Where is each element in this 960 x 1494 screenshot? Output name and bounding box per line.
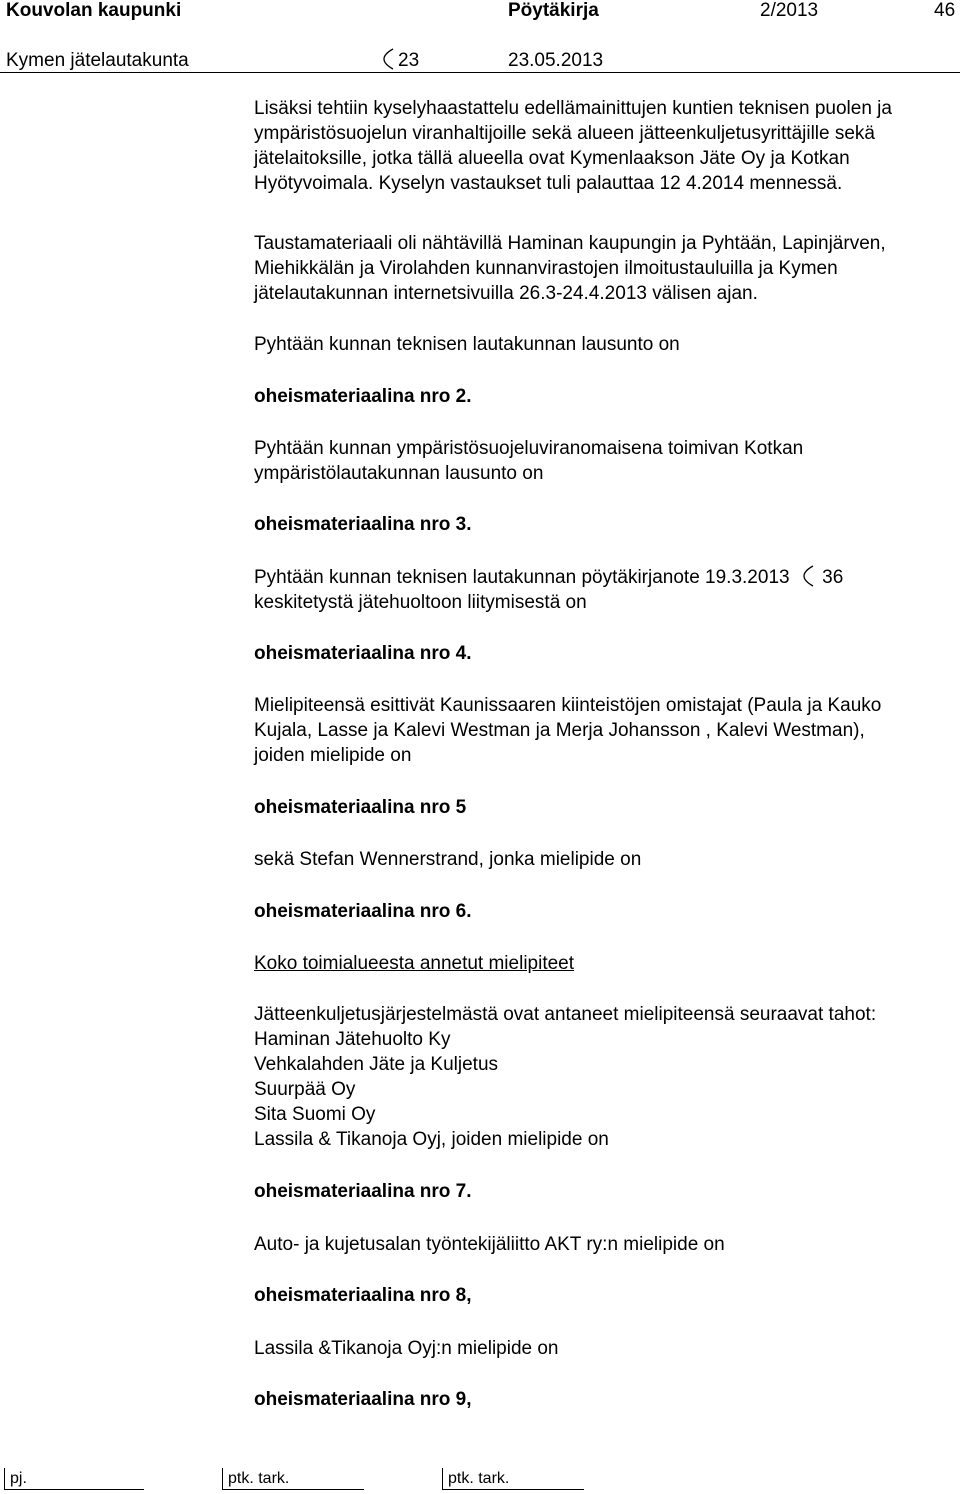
header-org: Kouvolan kaupunki [6,0,182,21]
header-rule [0,72,960,73]
paragraph-pyhtaa-statement: Pyhtään kunnan teknisen lautakunnan lausunto on [254,334,680,355]
section-mark-icon [381,48,395,70]
paragraph-transport-opinions: Jätteenkuljetusjärjestelmästä ovat antaneet mielipiteensä seuraavat tahot: Haminan Jätehuolto Ky Vehkalahden Jäte ja Kuljetus Suurpää Oy Sita Suomi Oy Lassila & Tikanoja Oyj, joiden mielipide on [254,1004,877,1150]
footer-chair-label: pj. [10,1470,27,1487]
paragraph-kotka-statement: Pyhtään kunnan ympäristösuojeluviranomaisena toimivan Kotkan ympäristölautakunnan lausunto on [254,438,804,484]
footer-checker-line-2 [442,1489,584,1490]
header-committee: Kymen jätelautakunta [6,50,189,71]
paragraph-survey: Lisäksi tehtiin kyselyhaastattelu edellämainittujen kuntien teknisen puolen ja ympäristösuojelun viranhaltijoille sekä alueen jätteenkuljetusyrittäjille sekä jätelaitoksille, jotka tällä alueella ovat Kymenlaakson Jäte Oy ja Kotkan Hyötyvoimala. Kyselyn vastaukset tuli palauttaa 12 4.2014 mennessä. [254,98,892,194]
footer-divider [442,1468,443,1490]
paragraph-background-material: Taustamateriaali oli nähtävillä Haminan kaupungin ja Pyhtään, Lapinjärven, Miehikkälän ja Virolahden kunnanvirastojen ilmoitustauluilla ja Kymen jätelautakunnan internetsivuilla 26.3-24.4.2013 välisen ajan. [254,233,886,304]
footer-divider [4,1468,5,1490]
attachment-2: oheismateriaalina nro 2. [254,386,472,407]
header-date: 23.05.2013 [508,50,604,71]
attachment-6: oheismateriaalina nro 6. [254,901,472,922]
section-mark-icon [801,565,815,587]
header-doc-no: 2/2013 [760,0,819,21]
subheading: Koko toimialueesta annetut mielipiteet [254,953,575,974]
header-doc-type: Pöytäkirja [508,0,599,21]
paragraph-lassila-opinion: Lassila &Tikanoja Oyj:n mielipide on [254,1338,559,1359]
footer-checker-label-1: ptk. tark. [228,1470,290,1487]
header-page-number: 46 [934,0,956,21]
attachment-8: oheismateriaalina nro 8, [254,1285,472,1306]
attachment-3: oheismateriaalina nro 3. [254,514,472,535]
footer-checker-line-1 [222,1489,364,1490]
footer-divider [222,1468,223,1490]
attachment-9: oheismateriaalina nro 9, [254,1389,472,1410]
paragraph-wennerstrand: sekä Stefan Wennerstrand, jonka mielipide on [254,849,642,870]
header-section: 23 [398,50,420,71]
paragraph-kaunissaari-opinion: Mielipiteensä esittivät Kaunissaaren kiinteistöjen omistajat (Paula ja Kauko Kujala, Lasse ja Kalevi Westman ja Merja Johansson , Kalevi Westman), joiden mielipide on [254,695,882,766]
attachment-7: oheismateriaalina nro 7. [254,1181,472,1202]
footer-checker-label-2: ptk. tark. [448,1470,510,1487]
paragraph-minutes-extract: Pyhtään kunnan teknisen lautakunnan pöytäkirjanote 19.3.2013 36 keskitetystä jätehuoltoon liitymisestä on [254,567,844,613]
footer-chair-line [4,1489,144,1490]
attachment-4: oheismateriaalina nro 4. [254,643,472,664]
paragraph-akt-opinion: Auto- ja kujetusalan työntekijäliitto AKT ry:n mielipide on [254,1234,725,1255]
attachment-5: oheismateriaalina nro 5 [254,797,467,818]
